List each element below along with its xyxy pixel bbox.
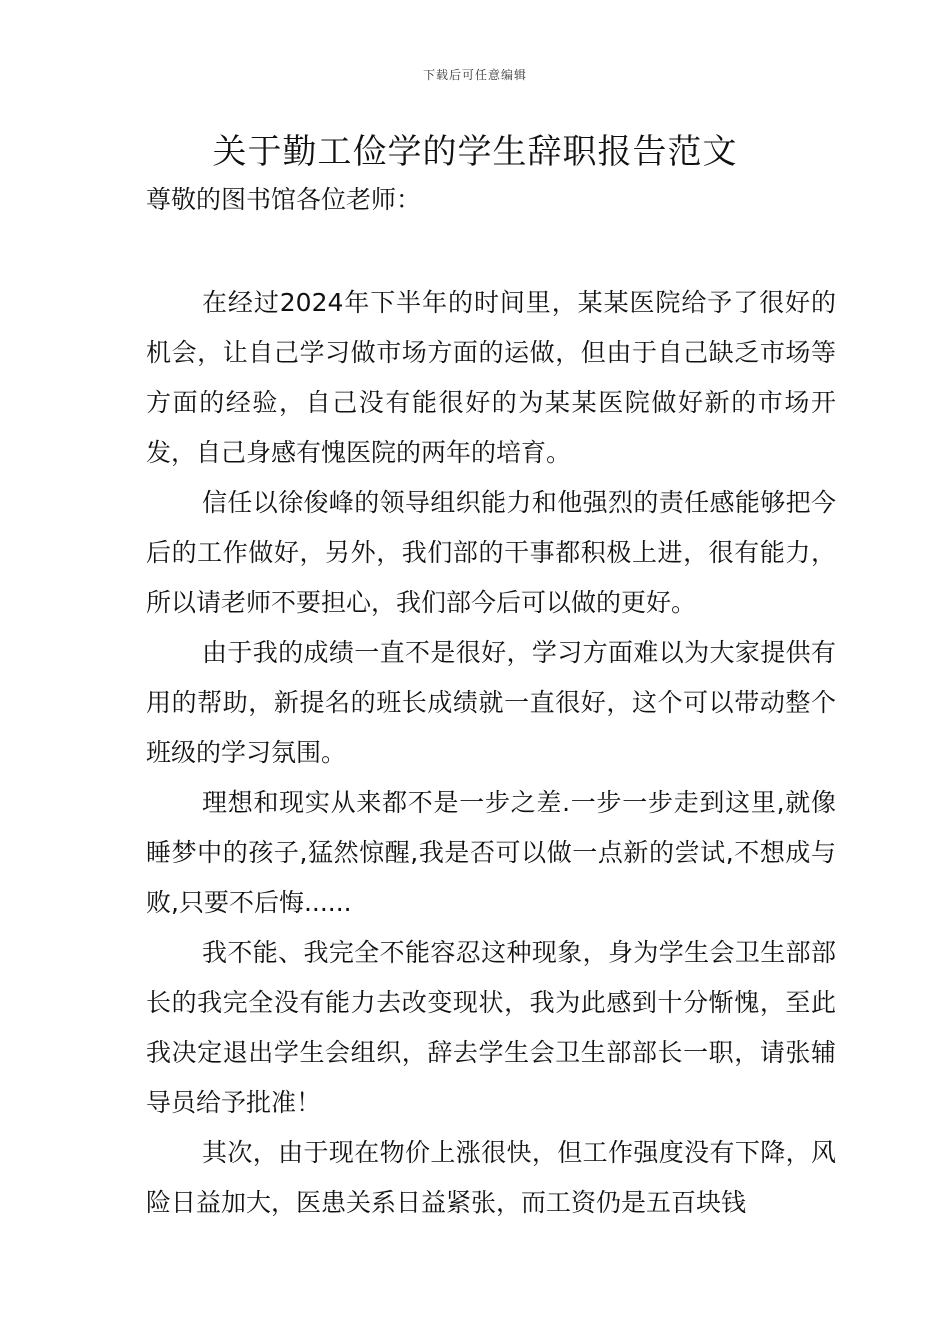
- document-body: [146, 278, 836, 1228]
- paragraph: 其次，由于现在物价上涨很快，但工作强度没有下降，风险日益加大，医患关系日益紧张，而工资仍是五百块钱: [146, 1138, 836, 1217]
- paragraph: 理想和现实从来都不是一步之差.一步一步走到这里,就像睡梦中的孩子,猛然惊醒,我是否可以做一点新的尝试,不想成与败,只要不后悔......: [146, 788, 836, 917]
- salutation: 尊敬的图书馆各位老师：: [146, 185, 422, 214]
- document-title: 关于勤工俭学的学生辞职报告范文: [212, 132, 738, 172]
- paragraph: 我不能、我完全不能容忍这种现象，身为学生会卫生部部长的我完全没有能力去改变现状，我为此感到十分惭愧，至此我决定退出学生会组织，辞去学生会卫生部部长一职，请张辅导员给予批准！: [146, 938, 836, 1117]
- header-note: 下载后可任意编辑: [422, 68, 527, 82]
- paragraph: 在经过2024年下半年的时间里，某某医院给予了很好的机会，让自己学习做市场方面的运做，但由于自己缺乏市场等方面的经验，自己没有能很好的为某某医院做好新的市场开发，自己身感有愧医院的两年的培育。: [146, 288, 836, 467]
- paragraph: 信任以徐俊峰的领导组织能力和他强烈的责任感能够把今后的工作做好，另外，我们部的干事都积极上进，很有能力，所以请老师不要担心，我们部今后可以做的更好。: [146, 488, 836, 617]
- paragraph: 由于我的成绩一直不是很好，学习方面难以为大家提供有用的帮助，新提名的班长成绩就一直很好，这个可以带动整个班级的学习氛围。: [146, 638, 836, 767]
